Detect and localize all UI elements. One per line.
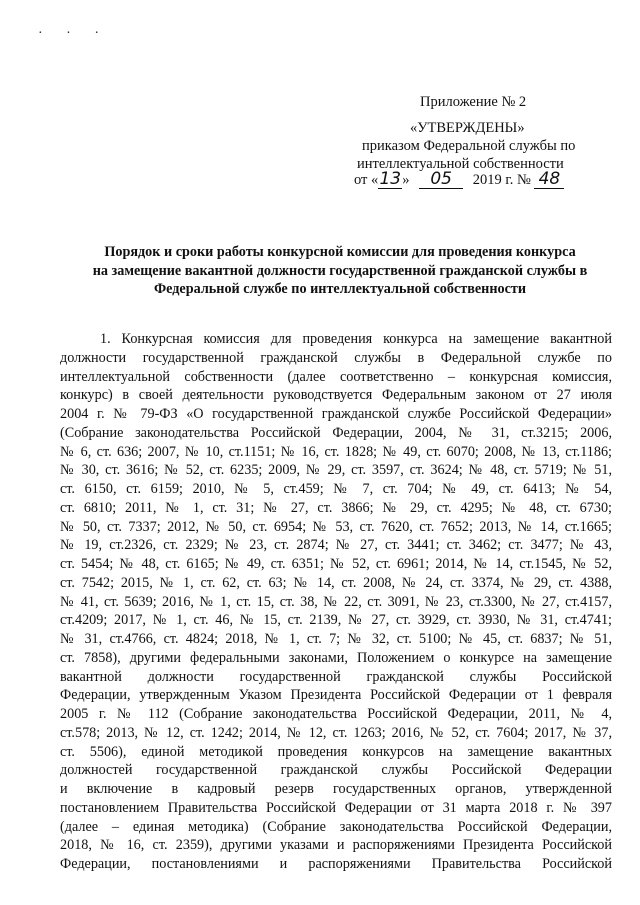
body-line: ст. 6150, ст. 6159; 2010, № 5, ст.459; № 7, ст. 704; № 49, ст. 6413; № 54,	[60, 481, 612, 497]
body-line: вакантной должности государственной гражданской службы Российской	[60, 668, 612, 685]
body-line: Федерации, постановлениями и распоряжениями Правительства Российской	[60, 856, 612, 872]
date-prefix: от «	[354, 172, 379, 188]
body-line: интеллектуальной собственности (далее соответственно – конкурсная комиссия,	[60, 368, 612, 385]
scan-marks: · · ·	[38, 26, 109, 41]
order-line-1: приказом Федеральной службы по	[362, 138, 576, 154]
body-line: 2004 г. № 79-ФЗ «О государственной гражданской службе Российской Федерации»	[60, 406, 612, 422]
body-line: ст. 6810; 2011, № 1, ст. 31; № 27, ст. 3866; № 29, ст. 4295; № 48, ст. 6730;	[60, 499, 612, 516]
body-line: постановлением Правительства Российской Федерации от 31 марта 2018 г. № 397	[60, 799, 612, 816]
annex-number: Приложение № 2	[420, 94, 527, 110]
handwritten-order-number: 48	[534, 170, 564, 189]
body-line: ст.578; 2013, № 12, ст. 1242; 2014, № 12, ст. 1263; 2016, № 52, ст. 7604; 2017, № 37,	[60, 724, 612, 741]
approved-stamp-text: «УТВЕРЖДЕНЫ»	[410, 120, 525, 136]
body-line: 2018, № 16, ст. 2359), другими указами и распоряжениями Президента Российской	[60, 837, 612, 854]
handwritten-month: 05	[419, 170, 463, 189]
body-line: ст. 5454; № 48, ст. 6165; № 49, ст. 6351; № 52, ст. 6961; 2014, № 14, ст.1545, № 52,	[60, 556, 612, 572]
body-line: ст. 7858), другими федеральными законами, Положением о конкурсе на замещение	[60, 649, 612, 666]
order-date-line	[354, 170, 564, 189]
title-line-3: Федеральной службе по интеллектуальной собственности	[153, 281, 527, 298]
body-line: должностей государственной гражданской службы Российской Федерации	[60, 762, 612, 779]
date-year-label: 2019 г. №	[472, 172, 531, 188]
body-line: № 50, ст. 7337; 2012, № 50, ст. 6954; № 53, ст. 7620, ст. 7652; 2013, № 14, ст.1665;	[60, 518, 612, 535]
order-line-2: интеллектуальной собственности	[357, 156, 564, 172]
body-line: ст. 5506), единой методикой проведения конкурсов на замещение вакантных	[60, 743, 612, 760]
date-day-close: »	[402, 172, 410, 188]
body-line: конкурс) в своей деятельности руководствуется Федеральным законом от 27 июля	[60, 387, 612, 404]
body-line: (Собрание законодательства Российской Федерации, 2004, № 31, ст.3215; 2006,	[60, 424, 612, 441]
body-line: должности государственной гражданской службы в Федеральной службе по	[60, 349, 612, 366]
body-line: ст. 7542; 2015, № 1, ст. 62, ст. 63; № 14, ст. 2008, № 24, ст. 3374, № 29, ст. 4388,	[60, 574, 612, 591]
body-line: № 31, ст.4766, ст. 4824; 2018, № 1, ст. 7; № 32, ст. 5100; № 45, ст. 6837; № 51,	[60, 631, 612, 647]
body-line: 1. Конкурсная комиссия для проведения конкурса на замещение вакантной	[100, 331, 612, 347]
document-title	[60, 243, 620, 299]
title-line-2: на замещение вакантной должности государственной гражданской службы в	[92, 262, 588, 279]
handwritten-day: 13	[379, 169, 402, 189]
body-line: и включение в кадровый резерв государственных органов, утвержденной	[60, 781, 612, 797]
body-line: № 30, ст. 3616; № 52, ст. 6235; 2009, № 29, ст. 3597, ст. 3624; № 48, ст. 5719; № 51,	[60, 462, 612, 479]
paragraph-1	[60, 330, 612, 874]
body-line: № 6, ст. 636; 2007, № 10, ст.1151; № 16, ст. 1828; № 49, ст. 6070; 2008, № 13, ст.1186;	[60, 443, 612, 460]
body-line: (далее – единая методика) (Собрание законодательства Российской Федерации,	[60, 818, 612, 835]
body-line: Федерации, утвержденным Указом Президента Российской Федерации от 1 февраля	[60, 687, 612, 704]
title-line-1: Порядок и сроки работы конкурсной комиссии для проведения конкурса	[104, 244, 576, 260]
body-line: ст.4209; 2017, № 1, ст. 46, № 15, ст. 2139, № 27, ст. 3929, ст. 3930, № 31, ст.4741;	[60, 612, 612, 629]
body-line: 2005 г. № 112 (Собрание законодательства Российской Федерации, 2011, № 4,	[60, 706, 612, 722]
body-line: № 19, ст.2326, ст. 2329; № 23, ст. 2874; № 27, ст. 3441; ст. 3462; ст. 3477; № 43,	[60, 537, 612, 554]
body-line: № 41, ст. 5639; 2016, № 1, ст. 15, ст. 38, № 22, ст. 3091, № 23, ст.3300, № 27, ст.4157,	[60, 593, 612, 610]
